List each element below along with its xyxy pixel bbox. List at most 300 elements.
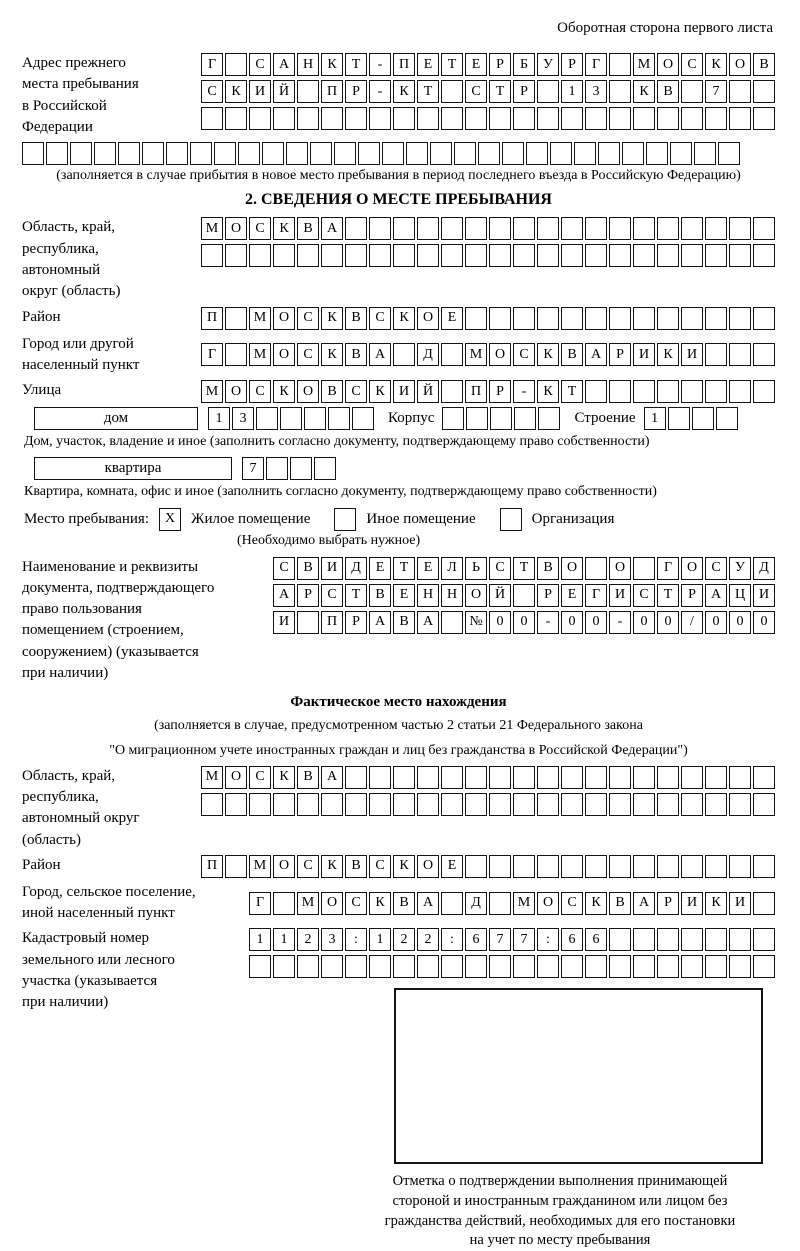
char-cell: О: [657, 53, 679, 76]
char-cell: С: [273, 557, 295, 580]
char-cell: [681, 80, 703, 103]
char-cell: Н: [417, 584, 439, 607]
char-cell: Р: [297, 584, 319, 607]
char-cell: М: [297, 892, 319, 915]
char-cell: [513, 766, 535, 789]
char-cell: [393, 343, 415, 366]
char-cell: [441, 766, 463, 789]
char-cell: Р: [345, 80, 367, 103]
char-cell: [358, 142, 380, 165]
char-cell: В: [561, 343, 583, 366]
char-cell: [369, 244, 391, 267]
char-cell: [561, 766, 583, 789]
char-cell: К: [537, 380, 559, 403]
char-cell: В: [393, 892, 415, 915]
char-cell: 3: [321, 928, 343, 951]
char-cell: К: [633, 80, 655, 103]
char-cell: Т: [441, 53, 463, 76]
fact-note-1: (заполняется в случае, предусмотренном частью 2 статьи 21 Федерального закона: [154, 718, 643, 734]
char-cell: Т: [657, 584, 679, 607]
char-cell: Ь: [465, 557, 487, 580]
char-cell: В: [393, 611, 415, 634]
fact-oblast-row-2: [201, 793, 775, 816]
char-cell: Е: [465, 53, 487, 76]
char-cell: М: [249, 343, 271, 366]
char-cell: С: [465, 80, 487, 103]
char-cell: Р: [609, 343, 631, 366]
char-cell: П: [321, 611, 343, 634]
char-cell: [753, 855, 775, 878]
char-cell: [297, 955, 319, 978]
fact-oblast-rows: [201, 766, 775, 816]
char-cell: 7: [705, 80, 727, 103]
char-cell: В: [321, 380, 343, 403]
char-cell: [718, 142, 740, 165]
char-cell: Р: [513, 80, 535, 103]
kadastr-label: Кадастровый номер земельного или лесного участка (указывается при наличии): [22, 930, 175, 1011]
char-cell: С: [633, 584, 655, 607]
kvartira-field-box: квартира: [34, 457, 232, 480]
char-cell: [753, 80, 775, 103]
char-cell: Р: [657, 892, 679, 915]
char-cell: [489, 892, 511, 915]
char-cell: [609, 855, 631, 878]
char-cell: [334, 142, 356, 165]
char-cell: [574, 142, 596, 165]
char-cell: 7: [513, 928, 535, 951]
char-cell: 1: [208, 407, 230, 430]
char-cell: К: [225, 80, 247, 103]
prev-address-label: Адрес прежнего места пребывания в Российской Федерации: [22, 55, 139, 135]
prev-address-row-3: [201, 107, 775, 130]
char-cell: С: [369, 307, 391, 330]
char-cell: [273, 955, 295, 978]
char-cell: К: [537, 343, 559, 366]
char-cell: В: [345, 855, 367, 878]
char-cell: [657, 307, 679, 330]
char-cell: [657, 793, 679, 816]
char-cell: 7: [242, 457, 264, 480]
char-cell: [465, 766, 487, 789]
char-cell: [561, 244, 583, 267]
char-cell: [705, 955, 727, 978]
char-cell: В: [657, 80, 679, 103]
char-cell: 0: [753, 611, 775, 634]
fact-rayon-row: [201, 855, 775, 878]
fact-gorod-label: Город, сельское поселение, иной населенный пункт: [22, 883, 196, 922]
char-cell: [657, 955, 679, 978]
char-cell: Е: [441, 307, 463, 330]
char-cell: [609, 380, 631, 403]
char-cell: У: [729, 557, 751, 580]
char-cell: Г: [201, 53, 223, 76]
char-cell: Е: [561, 584, 583, 607]
char-cell: -: [537, 611, 559, 634]
char-cell: О: [225, 380, 247, 403]
char-cell: [513, 793, 535, 816]
char-cell: [304, 407, 326, 430]
char-cell: [441, 244, 463, 267]
doc-row-3: [273, 611, 775, 634]
char-cell: 1: [273, 928, 295, 951]
char-cell: [500, 508, 522, 531]
char-cell: И: [321, 557, 343, 580]
char-cell: [705, 107, 727, 130]
char-cell: [729, 928, 751, 951]
char-cell: О: [273, 307, 295, 330]
char-cell: Г: [657, 557, 679, 580]
mesto-checkbox-inoe: [334, 508, 356, 531]
char-cell: К: [705, 892, 727, 915]
char-cell: К: [393, 307, 415, 330]
char-cell: Т: [417, 80, 439, 103]
prev-address-note: (заполняется в случае прибытия в новое место пребывания в период последнего въезда в Российскую Федерацию): [56, 168, 741, 184]
char-cell: [585, 107, 607, 130]
char-cell: 6: [585, 928, 607, 951]
char-cell: В: [609, 892, 631, 915]
char-cell: А: [321, 766, 343, 789]
char-cell: [321, 107, 343, 130]
char-cell: [297, 793, 319, 816]
rayon-row: [201, 307, 775, 330]
char-cell: О: [561, 557, 583, 580]
dom-note: Дом, участок, владение и иное (заполнить согласно документу, подтверждающему право собственности): [24, 434, 650, 450]
char-cell: 3: [585, 80, 607, 103]
rayon-label: Район: [22, 308, 61, 325]
char-cell: 2: [417, 928, 439, 951]
mesto-option-inoe: Иное помещение: [366, 510, 476, 527]
char-cell: [328, 407, 350, 430]
char-cell: [393, 766, 415, 789]
char-cell: [657, 766, 679, 789]
char-cell: [633, 217, 655, 240]
char-cell: К: [393, 855, 415, 878]
char-cell: 2: [297, 928, 319, 951]
char-cell: И: [729, 892, 751, 915]
char-cell: [465, 107, 487, 130]
char-cell: [441, 343, 463, 366]
char-cell: [513, 107, 535, 130]
char-cell: [142, 142, 164, 165]
char-cell: П: [201, 855, 223, 878]
char-cell: [729, 307, 751, 330]
kadastr-row-2: [249, 955, 775, 978]
char-cell: [369, 107, 391, 130]
char-cell: [225, 307, 247, 330]
char-cell: Р: [489, 53, 511, 76]
char-cell: А: [585, 343, 607, 366]
char-cell: [705, 244, 727, 267]
char-cell: [537, 307, 559, 330]
char-cell: [729, 380, 751, 403]
char-cell: И: [681, 892, 703, 915]
char-cell: В: [297, 557, 319, 580]
char-cell: [393, 793, 415, 816]
char-cell: [609, 307, 631, 330]
char-cell: О: [729, 53, 751, 76]
char-cell: -: [369, 80, 391, 103]
char-cell: [585, 244, 607, 267]
char-cell: В: [537, 557, 559, 580]
char-cell: М: [201, 217, 223, 240]
char-cell: [622, 142, 644, 165]
char-cell: С: [249, 380, 271, 403]
char-cell: С: [489, 557, 511, 580]
char-cell: О: [417, 307, 439, 330]
char-cell: Ц: [729, 584, 751, 607]
char-cell: [681, 380, 703, 403]
gorod-field: [22, 334, 775, 377]
char-cell: :: [345, 928, 367, 951]
char-cell: [94, 142, 116, 165]
char-cell: С: [249, 53, 271, 76]
char-cell: О: [537, 892, 559, 915]
mesto-checkbox-org: [500, 508, 522, 531]
char-cell: [273, 107, 295, 130]
char-cell: [465, 244, 487, 267]
char-cell: [22, 142, 44, 165]
char-cell: [705, 217, 727, 240]
char-cell: [681, 217, 703, 240]
char-cell: [585, 217, 607, 240]
char-cell: [729, 244, 751, 267]
char-cell: [681, 928, 703, 951]
char-cell: [692, 407, 714, 430]
char-cell: [716, 407, 738, 430]
char-cell: И: [753, 584, 775, 607]
char-cell: Р: [489, 380, 511, 403]
char-cell: [345, 244, 367, 267]
char-cell: [657, 380, 679, 403]
char-cell: Д: [345, 557, 367, 580]
char-cell: [537, 107, 559, 130]
doc-field: [22, 557, 775, 685]
char-cell: [753, 793, 775, 816]
char-cell: К: [657, 343, 679, 366]
fact-oblast-row-1: [201, 766, 775, 789]
char-cell: [297, 80, 319, 103]
char-cell: 0: [729, 611, 751, 634]
char-cell: К: [321, 855, 343, 878]
char-cell: [369, 955, 391, 978]
char-cell: [729, 80, 751, 103]
char-cell: И: [633, 343, 655, 366]
char-cell: [585, 557, 607, 580]
char-cell: [334, 508, 356, 531]
char-cell: 0: [657, 611, 679, 634]
char-cell: К: [393, 80, 415, 103]
char-cell: Й: [417, 380, 439, 403]
char-cell: М: [249, 307, 271, 330]
char-cell: [417, 107, 439, 130]
char-cell: [441, 611, 463, 634]
char-cell: М: [201, 766, 223, 789]
char-cell: [609, 107, 631, 130]
fact-note-2: "О миграционном учете иностранных граждан и лиц без гражданства в Российской Федерации"): [109, 742, 688, 758]
char-cell: [249, 107, 271, 130]
char-cell: К: [369, 380, 391, 403]
char-cell: К: [273, 766, 295, 789]
char-cell: Т: [513, 557, 535, 580]
char-cell: [441, 380, 463, 403]
prev-address-row-1: [201, 53, 775, 76]
char-cell: О: [297, 380, 319, 403]
char-cell: [705, 380, 727, 403]
char-cell: [393, 955, 415, 978]
char-cell: [417, 766, 439, 789]
char-cell: X: [159, 508, 181, 531]
char-cell: [201, 793, 223, 816]
char-cell: [430, 142, 452, 165]
char-cell: [537, 955, 559, 978]
stroenie-label: Строение: [574, 410, 636, 427]
char-cell: Т: [345, 584, 367, 607]
fact-rayon-label: Район: [22, 856, 61, 873]
char-cell: -: [513, 380, 535, 403]
kadastr-rows: [249, 928, 775, 1250]
char-cell: [526, 142, 548, 165]
char-cell: [657, 855, 679, 878]
char-cell: [417, 217, 439, 240]
char-cell: 1: [369, 928, 391, 951]
char-cell: А: [417, 611, 439, 634]
oblast-field: [22, 217, 775, 302]
char-cell: [646, 142, 668, 165]
char-cell: И: [609, 584, 631, 607]
char-cell: С: [369, 855, 391, 878]
char-cell: Д: [417, 343, 439, 366]
char-cell: Р: [681, 584, 703, 607]
char-cell: [598, 142, 620, 165]
prev-address-rows: [201, 53, 775, 130]
char-cell: [633, 244, 655, 267]
char-cell: [249, 955, 271, 978]
char-cell: С: [321, 584, 343, 607]
dom-cells: [208, 407, 374, 430]
char-cell: В: [369, 584, 391, 607]
char-cell: К: [321, 307, 343, 330]
char-cell: [369, 766, 391, 789]
char-cell: [537, 855, 559, 878]
char-cell: А: [633, 892, 655, 915]
char-cell: :: [441, 928, 463, 951]
char-cell: 0: [561, 611, 583, 634]
char-cell: [729, 217, 751, 240]
char-cell: [753, 343, 775, 366]
char-cell: [393, 107, 415, 130]
char-cell: [609, 217, 631, 240]
ulitsa-label: Улица: [22, 382, 62, 399]
char-cell: А: [273, 53, 295, 76]
char-cell: [513, 855, 535, 878]
char-cell: В: [297, 766, 319, 789]
doc-rows: [273, 557, 775, 634]
char-cell: [609, 80, 631, 103]
char-cell: [321, 793, 343, 816]
fact-title: Фактическое место нахождения: [290, 694, 507, 711]
char-cell: 2: [393, 928, 415, 951]
char-cell: И: [681, 343, 703, 366]
char-cell: [382, 142, 404, 165]
mesto-option-zhiloe: Жилое помещение: [191, 510, 311, 527]
char-cell: У: [537, 53, 559, 76]
doc-row-1: [273, 557, 775, 580]
char-cell: [441, 107, 463, 130]
char-cell: О: [225, 766, 247, 789]
char-cell: Р: [561, 53, 583, 76]
page-side-note: Оборотная сторона первого листа: [557, 20, 773, 36]
char-cell: [345, 955, 367, 978]
char-cell: С: [201, 80, 223, 103]
gorod-row: [201, 343, 775, 366]
char-cell: [454, 142, 476, 165]
char-cell: [489, 107, 511, 130]
char-cell: [225, 53, 247, 76]
char-cell: А: [321, 217, 343, 240]
char-cell: [561, 793, 583, 816]
char-cell: [314, 457, 336, 480]
fact-oblast-label: Область, край, республика, автономный округ (область): [22, 767, 140, 848]
char-cell: [465, 217, 487, 240]
char-cell: [297, 107, 319, 130]
char-cell: [441, 793, 463, 816]
char-cell: [633, 557, 655, 580]
char-cell: А: [705, 584, 727, 607]
char-cell: [729, 855, 751, 878]
stroenie-cells: [644, 407, 738, 430]
prev-address-field: [22, 53, 775, 138]
char-cell: [633, 766, 655, 789]
char-cell: М: [201, 380, 223, 403]
char-cell: М: [249, 855, 271, 878]
char-cell: Г: [585, 584, 607, 607]
char-cell: Й: [273, 80, 295, 103]
char-cell: [537, 793, 559, 816]
char-cell: [406, 142, 428, 165]
char-cell: [753, 107, 775, 130]
section2-title: 2. СВЕДЕНИЯ О МЕСТЕ ПРЕБЫВАНИЯ: [245, 191, 552, 209]
char-cell: В: [345, 307, 367, 330]
char-cell: К: [273, 217, 295, 240]
char-cell: [561, 107, 583, 130]
char-cell: [513, 584, 535, 607]
char-cell: [321, 955, 343, 978]
char-cell: [441, 217, 463, 240]
char-cell: Т: [345, 53, 367, 76]
char-cell: [352, 407, 374, 430]
char-cell: :: [537, 928, 559, 951]
char-cell: [201, 244, 223, 267]
char-cell: [550, 142, 572, 165]
char-cell: [441, 80, 463, 103]
char-cell: [514, 407, 536, 430]
char-cell: [225, 855, 247, 878]
confirmation-mark-box: [394, 988, 763, 1164]
doc-label: Наименование и реквизиты документа, подтверждающего право пользования помещением (строением, сооружением) (указывается при наличии): [22, 558, 215, 682]
char-cell: 0: [513, 611, 535, 634]
char-cell: [705, 307, 727, 330]
char-cell: А: [273, 584, 295, 607]
char-cell: О: [417, 855, 439, 878]
char-cell: А: [369, 343, 391, 366]
char-cell: [441, 955, 463, 978]
ulitsa-row: [201, 380, 775, 403]
char-cell: [753, 955, 775, 978]
char-cell: [417, 244, 439, 267]
char-cell: [609, 766, 631, 789]
char-cell: [513, 217, 535, 240]
char-cell: [681, 307, 703, 330]
